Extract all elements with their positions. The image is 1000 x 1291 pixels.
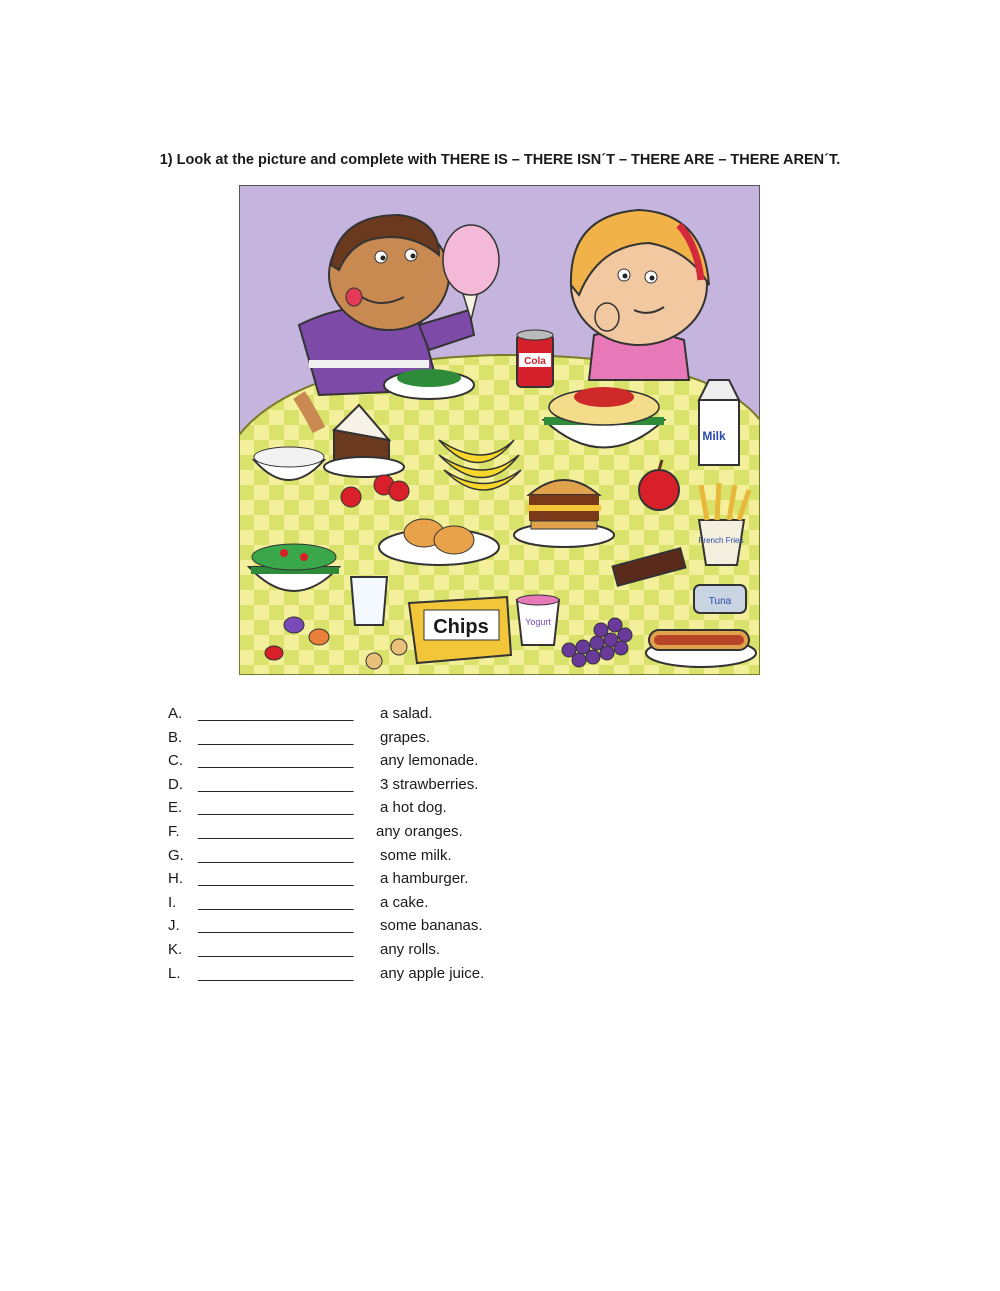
item-letter: C. [168,752,183,770]
item-letter: D. [168,775,183,793]
milk-carton [699,380,739,465]
item-letter: B. [168,728,183,746]
item-letter: K. [168,940,183,958]
item-text: a hot dog. [380,799,447,817]
svg-text:Yogurt: Yogurt [525,617,551,627]
answer-blank[interactable]: ____________________ [198,752,353,770]
item-letter: G. [168,846,184,864]
svg-text:Tuna: Tuna [708,596,732,607]
answer-blank[interactable]: ____________________ [198,705,353,722]
item-letter: I. [168,893,177,911]
svg-text:Chips: Chips [433,616,489,638]
item-text: some bananas. [380,917,483,935]
answer-blank[interactable]: ____________________ [198,940,353,958]
answer-blank[interactable]: ____________________ [198,893,353,911]
answer-blank[interactable]: ____________________ [198,775,353,793]
item-text: any rolls. [380,940,441,958]
item-text: a cake. [380,893,429,911]
item-text: a salad. [380,705,433,722]
answer-blank[interactable]: ____________________ [198,917,353,935]
answer-blank[interactable]: ____________________ [198,799,353,817]
exercise-instruction: 1) Look at the picture and complete with THERE IS – THERE ISN´T – THERE ARE – THERE AREN´T. [159,152,841,168]
answer-blank[interactable]: ____________________ [198,870,353,888]
item-text: any apple juice. [380,964,485,982]
answer-blank[interactable]: ____________________ [198,846,353,864]
item-text: some milk. [380,846,452,864]
item-text: grapes. [380,728,431,746]
answer-blank[interactable]: ____________________ [198,822,353,840]
item-text: any oranges. [376,822,463,840]
item-text: any lemonade. [380,752,479,770]
cola-can [517,330,553,387]
svg-text:Cola: Cola [524,356,546,367]
item-letter: H. [168,870,183,888]
item-letter: A. [168,705,183,722]
item-text: a hamburger. [380,870,469,888]
item-letter: F. [168,822,180,840]
answer-blank[interactable]: ____________________ [198,964,353,982]
item-text: 3 strawberries. [380,775,479,793]
food-table-illustration [239,185,760,675]
milk-glass [351,577,387,625]
item-letter: J. [168,917,180,935]
svg-text:Milk: Milk [702,429,726,443]
yogurt-cup [517,595,559,645]
svg-text:French Fries: French Fries [698,536,744,545]
answer-blank[interactable]: ____________________ [198,728,353,746]
tuna-can [694,585,746,613]
hot-dog [646,630,756,667]
item-letter: L. [168,964,181,982]
item-letter: E. [168,799,183,817]
